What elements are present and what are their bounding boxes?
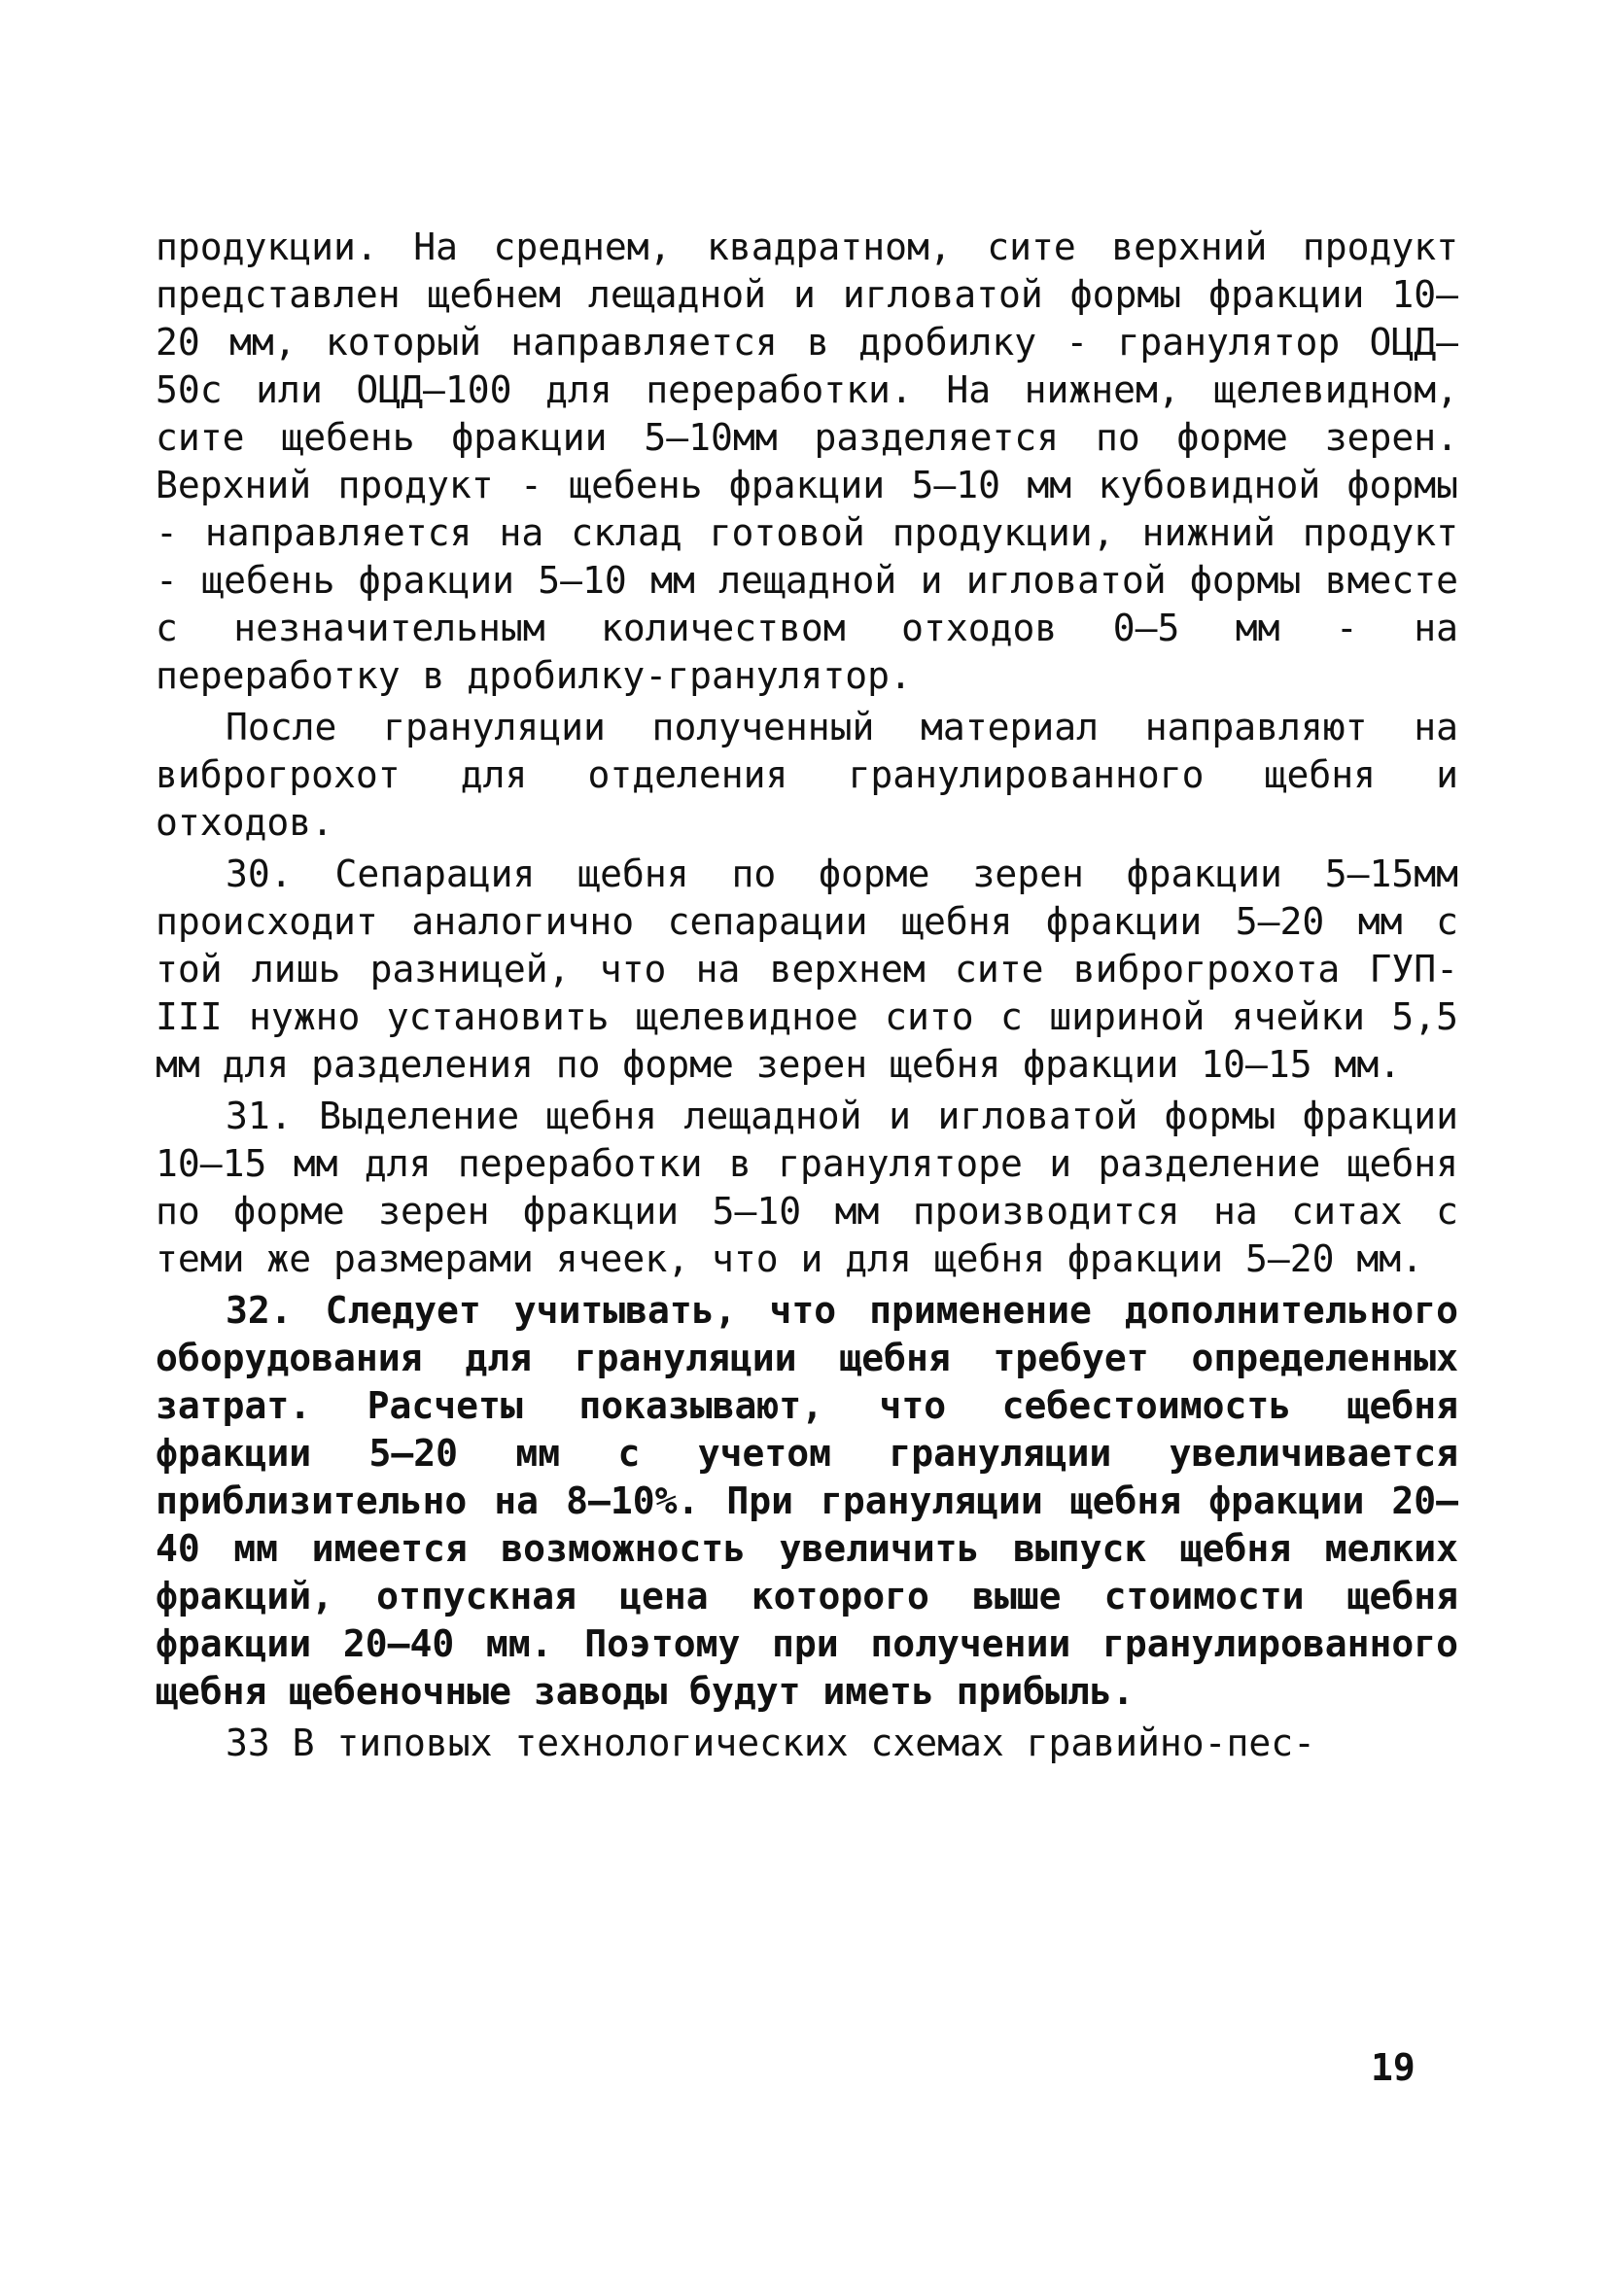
paragraph-32: 32. Следует учитывать, что применение дополнительного оборудования для грануляции щебня требует определенных затрат. Расчеты показывают, что себестоимость щебня фракции 5–20 мм с учетом грануляции увеличивается приблизительно на 8–10%. При грануляции щебня фракции 20–40 мм имеется возможность увеличить выпуск щебня мелких фракций, отпускная цена которого выше стоимости щебня фракции 20–40 мм. Поэтому при получении гранулированного щебня щебеночные заводы будут иметь прибыль. xyxy=(156,1289,1458,1713)
paragraph-30: 30. Сепарация щебня по форме зерен фракции 5–15мм происходит аналогично сепарации щебня фракции 5–20 мм с той лишь разницей, что на верхнем сите виброгрохота ГУП-III нужно установить щелевидное сито с шириной ячейки 5,5 мм для разделения по форме зерен щебня фракции 10–15 мм. xyxy=(156,852,1458,1086)
paragraph-33: 33 В типовых технологических схемах гравийно-пес- xyxy=(226,1722,1316,1764)
paragraph-continuation: продукции. На среднем, квадратном, сите верхний продукт представлен щебнем лещадной и игловатой формы фракции 10–20 мм, который направляется в дробилку - гранулятор ОЦД–50с или ОЦД–100 для переработки. На нижнем, щелевидном, сите щебень фракции 5–10мм разделяется по форме зерен. Верхний продукт - щебень фракции 5–10 мм кубовидной формы - направляется на склад готовой продукции, нижний продукт - щебень фракции 5–10 мм лещадной и игловатой формы вместе с незначительным количеством отходов 0–5 мм - на переработку в дробилку-гранулятор. xyxy=(156,226,1458,697)
body-text xyxy=(156,224,1458,1771)
paragraph-granulation: После грануляции полученный материал направляют на виброгрохот для отделения гранулированного щебня и отходов. xyxy=(156,706,1458,844)
paragraph-31: 31. Выделение щебня лещадной и игловатой формы фракции 10–15 мм для переработки в грануляторе и разделение щебня по форме зерен фракции 5–10 мм производится на ситах с теми же размерами ячеек, что и для щебня фракции 5–20 мм. xyxy=(156,1095,1458,1280)
page-number: 19 xyxy=(1371,2046,1416,2089)
